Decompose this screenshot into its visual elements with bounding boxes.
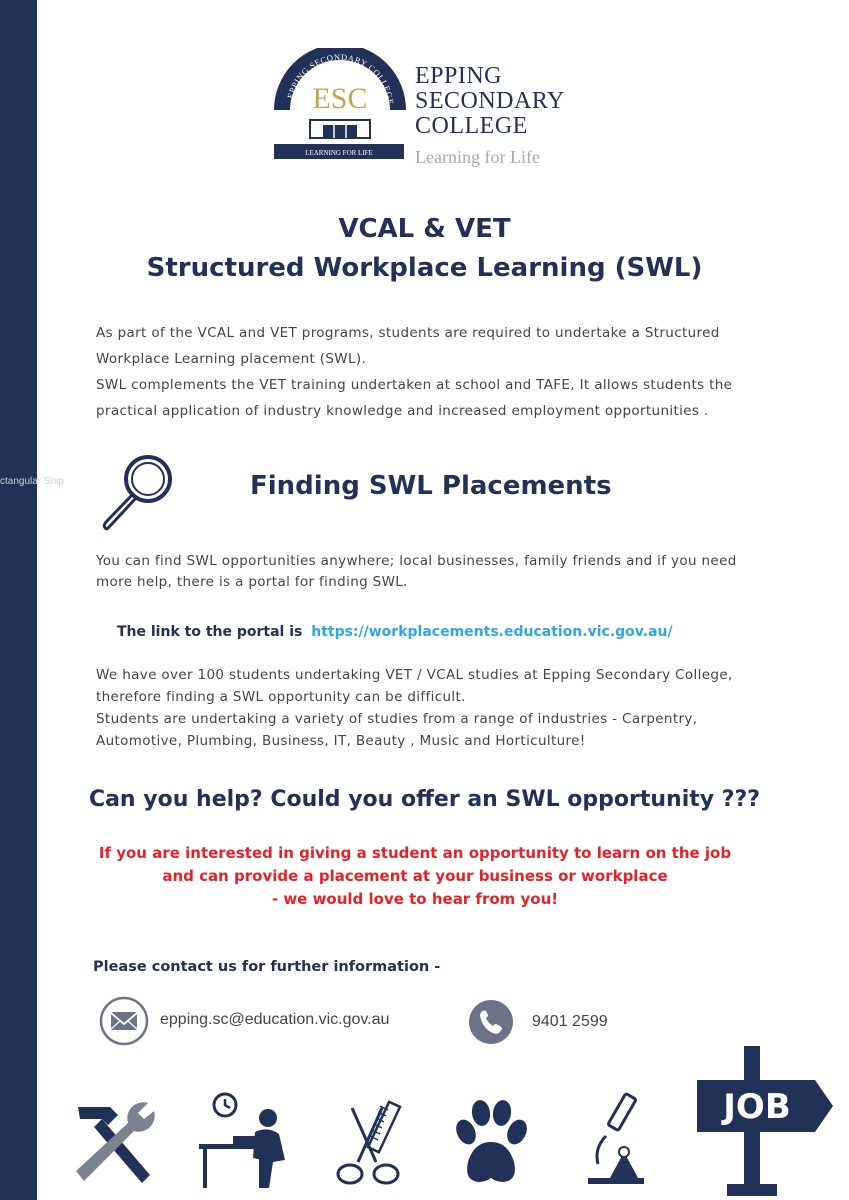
- desk-worker-icon: [193, 1090, 295, 1190]
- contact-phone[interactable]: 9401 2599: [532, 1013, 608, 1030]
- college-tagline: Learning for Life: [415, 147, 540, 167]
- intro-line: Workplace Learning placement (SWL).: [96, 351, 367, 367]
- paw-icon: [448, 1096, 534, 1188]
- microscope-icon: [580, 1092, 650, 1188]
- students-line: We have over 100 students undertaking VET / VCAL studies at Epping Secondary College,: [96, 667, 733, 683]
- students-paragraph: [96, 664, 776, 752]
- envelope-icon: [99, 996, 149, 1046]
- finding-paragraph: [96, 551, 776, 593]
- intro-line: practical application of industry knowledge and increased employment opportunities .: [96, 403, 709, 419]
- page-title-line-1: VCAL & VET: [338, 214, 511, 244]
- hammer-wrench-icon: [62, 1093, 160, 1190]
- students-line: therefore finding a SWL opportunity can be difficult.: [96, 689, 466, 705]
- finding-line: You can find SWL opportunities anywhere; local businesses, family friends and if you need: [96, 553, 737, 569]
- seal-ribbon-text: LEARNING FOR LIFE: [305, 149, 373, 157]
- college-wordmark: [415, 64, 565, 168]
- ghost-snip-label: ctangular Snip: [0, 476, 64, 487]
- college-seal-logo: [270, 48, 410, 163]
- job-sign-icon: [697, 1046, 837, 1196]
- wordmark-line-1: EPPING: [415, 63, 503, 89]
- page-title-line-2: Structured Workplace Learning (SWL): [146, 253, 703, 283]
- phone-icon: [468, 999, 514, 1045]
- left-accent-bar: [0, 0, 37, 1200]
- students-line: Automotive, Plumbing, Business, IT, Beauty , Music and Horticulture!: [96, 733, 586, 749]
- portal-line: [117, 624, 673, 640]
- finding-title: Finding SWL Placements: [250, 471, 612, 501]
- portal-link[interactable]: https://workplacements.education.vic.gov.au/: [311, 624, 673, 640]
- appeal-line: - we would love to hear from you!: [271, 890, 559, 908]
- appeal-line: and can provide a placement at your business or workplace: [162, 867, 668, 885]
- comb-scissors-icon: [330, 1100, 410, 1190]
- job-sign-text: JOB: [723, 1087, 791, 1127]
- wordmark-line-3: COLLEGE: [415, 113, 528, 139]
- students-line: Students are undertaking a variety of studies from a range of industries - Carpentry,: [96, 711, 698, 727]
- magnifier-icon: [96, 449, 180, 533]
- appeal-message: [0, 842, 830, 911]
- contact-email[interactable]: epping.sc@education.vic.gov.au: [160, 1011, 390, 1028]
- seal-arc-text: EPPING SECONDARY COLLEGE: [284, 51, 396, 106]
- seal-initials: ESC: [312, 82, 368, 115]
- intro-paragraph: [96, 320, 776, 424]
- appeal-line: If you are interested in giving a student an opportunity to learn on the job: [98, 844, 732, 862]
- wordmark-line-2: SECONDARY: [415, 88, 565, 114]
- portal-label: The link to the portal is: [117, 624, 303, 640]
- contact-title: Please contact us for further information -: [93, 959, 441, 975]
- intro-line: As part of the VCAL and VET programs, students are required to undertake a Structured: [96, 325, 720, 341]
- help-title: Can you help? Could you offer an SWL opportunity ???: [88, 787, 761, 812]
- finding-line: more help, there is a portal for finding SWL.: [96, 574, 408, 590]
- intro-line: SWL complements the VET training undertaken at school and TAFE, It allows students the: [96, 377, 733, 393]
